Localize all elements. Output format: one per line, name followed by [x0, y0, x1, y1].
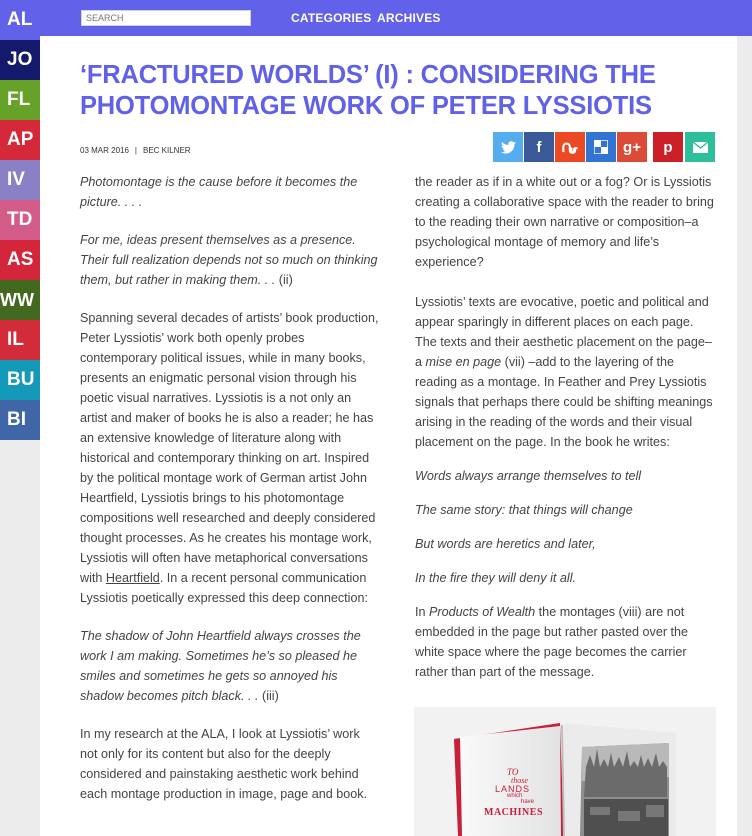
twitter-icon: [501, 141, 516, 154]
tab-fl[interactable]: FL: [0, 80, 40, 120]
shadow-quote: The shadow of John Heartfield always crosses the work I am making. Sometimes he’s so pleased he smiles and sometimes he gets so annoyed his shadow becomes pitch black. . .: [80, 629, 361, 703]
tab-il[interactable]: IL: [0, 320, 40, 360]
tab-ap[interactable]: AP: [0, 120, 40, 160]
article-date: 03 MAR 2016: [80, 146, 129, 155]
tab-al[interactable]: AL: [0, 0, 40, 40]
nav-archives-link[interactable]: ARCHIVES: [377, 11, 441, 25]
paragraph-texts-start: Lyssiotis’ texts are evocative, poetic and political and appear sparingly in different places on each page. The texts and their aesthetic placement on the page–a: [415, 295, 712, 369]
book-illustration: [414, 707, 716, 836]
paragraph-spanning: [80, 308, 380, 608]
photo-word-those: those: [511, 776, 528, 785]
tab-jo[interactable]: JO: [0, 40, 40, 80]
verse-line-4: In the fire they will deny it all.: [415, 571, 576, 585]
search-input[interactable]: [81, 10, 251, 26]
nav-categories-link[interactable]: CATEGORIES: [291, 11, 372, 25]
ideas-quote-ref: (ii): [275, 273, 293, 287]
paragraph-products-end: the montages (viii) are not embedded in the page but rather pasted over the white space where the page becomes the carrier rather than part of the message.: [415, 605, 689, 679]
mise-en-page-term: mise en page: [425, 355, 502, 369]
photo-word-which: which: [507, 793, 523, 799]
delicious-icon: [594, 140, 608, 154]
paragraph-spanning-end: . In a recent personal communication Lyssiotis poetically expressed this deep connection:: [80, 571, 368, 605]
pinterest-share-button[interactable]: [653, 132, 683, 162]
meta-separator: |: [134, 146, 137, 155]
opening-quote: Photomontage is the cause before it becomes the picture. . . .: [80, 175, 358, 209]
paragraph-products: [415, 602, 715, 682]
stumbleupon-share-button[interactable]: [555, 132, 585, 162]
shadow-quote-ref: (iii): [258, 689, 279, 703]
ideas-quote: For me, ideas present themselves as a presence. Their full realization depends not so much on thinking them, but rather in making them. . .: [80, 233, 378, 287]
article-meta: [80, 146, 191, 155]
photo-word-lands: LANDS: [495, 784, 531, 794]
paragraph-products-start: In: [415, 605, 430, 619]
email-icon: [693, 142, 708, 153]
tab-as[interactable]: AS: [0, 240, 40, 280]
book-photo: [414, 707, 716, 836]
tab-iv[interactable]: IV: [0, 160, 40, 200]
tab-td[interactable]: TD: [0, 200, 40, 240]
verse-line-2: The same story: that things will change: [415, 503, 633, 517]
products-of-wealth-title: Products of Wealth: [429, 605, 536, 619]
article-title: ‘FRACTURED WORLDS’ (I) : CONSIDERING THE PHOTOMONTAGE WORK OF PETER LYSSIOTIS: [80, 61, 656, 120]
pinterest-icon: p: [663, 138, 673, 156]
paragraph-texts: [415, 292, 715, 452]
article-right-column: [415, 172, 715, 682]
article-left-column: [80, 172, 380, 804]
twitter-share-button[interactable]: [493, 132, 523, 162]
verse-line-1: Words always arrange themselves to tell: [415, 469, 642, 483]
paragraph-spanning-text: Spanning several decades of artists’ book production, Peter Lyssiotis’ work both openly probes contemporary political issues, while in many books, presents an enigmatic personal vision through his poetic visual narratives. Lyssiotis is a not only an artist and maker of books he is also a reader; he has an extensive knowledge of literature along with historical and contemporary thinking on art. Inspired by the political montage work of German artist John Heartfield, Lyssiotis brings to his photomontage compositions well researched and deeply considered thought processes. As he creates his montage work, Lyssiotis will often have metaphorical conversations with: [80, 311, 379, 585]
category-tabs: [0, 0, 40, 440]
email-share-button[interactable]: [685, 132, 715, 162]
facebook-share-button[interactable]: [524, 132, 554, 162]
googleplus-icon: g+: [623, 138, 641, 156]
photo-word-machines: MACHINES: [484, 807, 544, 818]
googleplus-share-button[interactable]: [617, 132, 647, 162]
tab-bu[interactable]: BU: [0, 360, 40, 400]
article-author[interactable]: BEC KILNER: [143, 146, 191, 155]
paragraph-research: In my research at the ALA, I look at Lyssiotis’ work not only for its content but also for the deeply considered and painstaking aesthetic work behind each montage production in image, page and book.: [80, 727, 368, 801]
paragraph-whiteout: the reader as if in a white out or a fog? Or is Lyssiotis creating a collaborative space with the reader to bring to the reading their own narrative or composition–a psychological montage of memory and life’s experience?: [415, 175, 714, 269]
heartfield-link[interactable]: Heartfield: [105, 571, 160, 585]
paragraph-texts-end: (vii) –add to the layering of the reading as a montage. In Feather and Prey Lyssiotis signals that perhaps there could be shifting meanings arising in the reading of the words and their visual placement on the page. In the book he writes:: [415, 355, 713, 449]
verse-line-3: But words are heretics and later,: [415, 537, 596, 551]
photo-word-have: have: [521, 799, 535, 805]
tab-ww[interactable]: WW: [0, 280, 40, 320]
photo-word-to: TO: [507, 767, 519, 777]
facebook-icon: f: [536, 138, 542, 156]
tab-bi[interactable]: BI: [0, 400, 40, 440]
delicious-share-button[interactable]: [586, 132, 616, 162]
stumbleupon-icon: [562, 141, 579, 154]
